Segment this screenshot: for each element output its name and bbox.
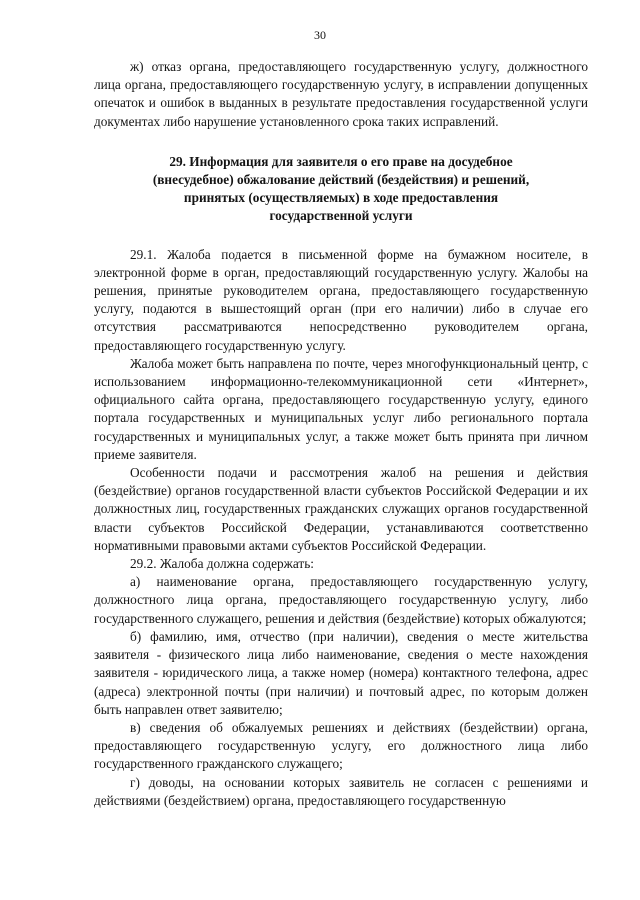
section-heading <box>94 153 588 226</box>
document-body <box>94 58 588 810</box>
paragraph-item-g: г) доводы, на основании которых заявитель не согласен с решениями и действиями (бездействием) органа, предоставляющего государственную <box>94 774 588 808</box>
paragraph-29-1: 29.1. Жалоба подается в письменной форме на бумажном носителе, в электронной форме в орган, предоставляющий государственную услугу. Жалобы на решения, принятые руководителем органа, предоставляющего государственную услугу, подаются в вышестоящий орган (при его наличии) либо в случае его отсутствия рассматриваются непосредственно руководителем органа, предоставляющего государственную услугу. <box>94 246 588 353</box>
paragraph-item-a: а) наименование органа, предоставляющего государственную услугу, должностного лица органа, предоставляющего государственную услугу, либо государственного служащего, решения и действия (бездействие) которых обжалуются; <box>94 574 588 626</box>
paragraph-item-b: б) фамилию, имя, отчество (при наличии), сведения о месте жительства заявителя - физического лица либо наименование, сведения о месте нахождения заявителя - юридического лица, а также номер (номера) контактного телефона, адрес (адреса) электронной почты (при наличии) и почтовый адрес, по которым должен быть направлен ответ заявителю; <box>94 628 588 717</box>
section-heading-line-4: государственной услуги <box>269 208 413 224</box>
paragraph-29-2: 29.2. Жалоба должна содержать: <box>130 556 314 572</box>
page-number: 30 <box>314 28 326 42</box>
paragraph-item-v: в) сведения об обжалуемых решениях и действиях (бездействии) органа, предоставляющего государственную услугу, его должностного лица либо государственного гражданского служащего; <box>94 719 588 772</box>
section-heading-line-1: 29. Информация для заявителя о его праве на досудебное <box>169 153 513 169</box>
paragraph-regional-features: Особенности подачи и рассмотрения жалоб на решения и действия (бездействие) органов государственной власти субъектов Российской Федерации и их должностных лиц, государственных гражданских служащих органов государственной власти субъектов Российской Федерации, устанавливаются соответственно нормативными правовыми актами субъектов Российской Федерации. <box>94 465 588 553</box>
paragraph-submission-channels: Жалоба может быть направлена по почте, через многофункциональный центр, с использованием информационно-телекоммуникационной сети «Интернет», официального сайта органа, предоставляющего государственную услугу, единого портала государственных и муниципальных услуг либо регионального портала государственных и муниципальных услуг, а также может быть принята при личном приеме заявителя. <box>94 355 588 462</box>
section-heading-line-2: (внесудебное) обжалование действий (бездействия) и решений, <box>152 172 530 188</box>
paragraph-item-zh: ж) отказ органа, предоставляющего государственную услугу, должностного лица органа, предоставляющего государственную услугу, в исправлении допущенных опечаток и ошибок в выданных в результате предоставления государственной услуги документах либо нарушение установленного срока таких исправлений. <box>94 59 588 129</box>
section-heading-line-3: принятых (осуществляемых) в ходе предоставления <box>183 190 499 206</box>
